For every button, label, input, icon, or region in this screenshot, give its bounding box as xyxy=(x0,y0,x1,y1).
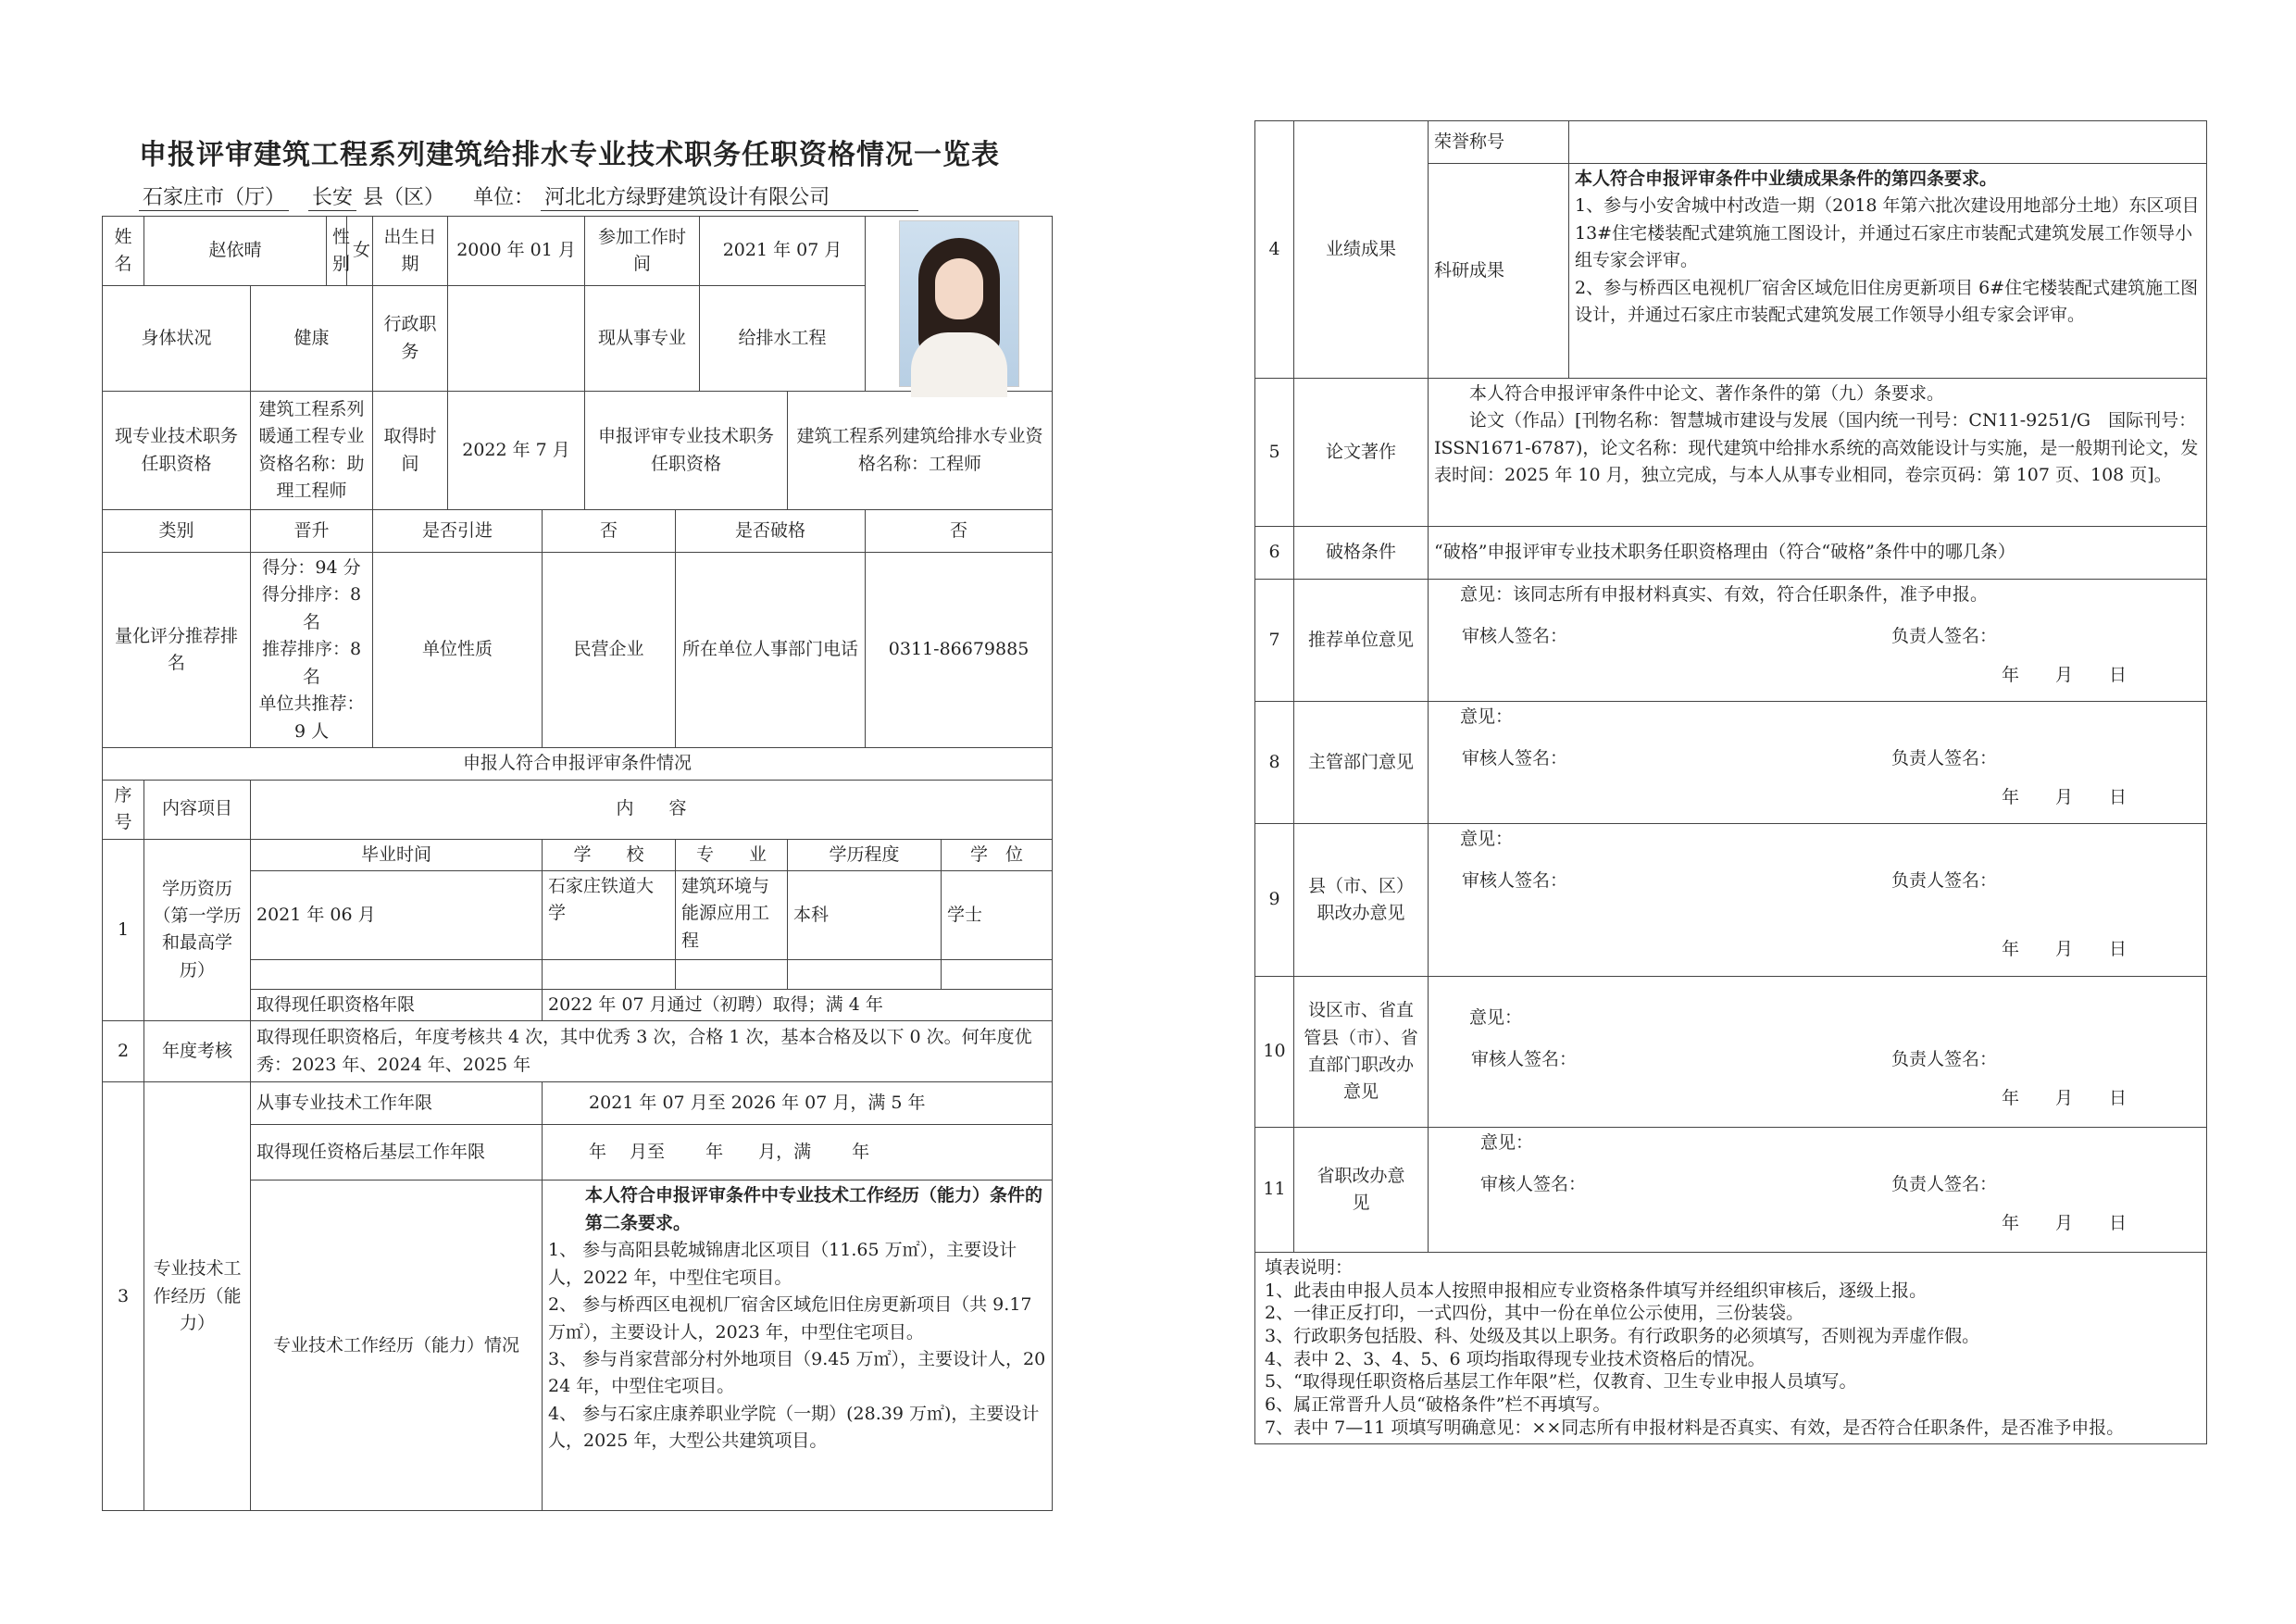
apply-value: 建筑工程系列建筑给排水专业资格名称：工程师 xyxy=(788,392,1053,510)
break-value: 否 xyxy=(866,510,1053,553)
health-value: 健康 xyxy=(251,286,373,392)
fill-instructions xyxy=(1255,1253,2207,1444)
r7-content xyxy=(1429,580,2207,702)
edu-h-level: 学历程度 xyxy=(788,839,942,870)
unit-name: 河北北方绿野建筑设计有限公司 xyxy=(541,181,918,211)
r10-date: 年 月 日 xyxy=(2001,1087,2136,1108)
r7-opinion: 意见：该同志所有申报材料真实、有效，符合任职条件，准予申报。 xyxy=(1460,584,1989,605)
r10-reviewer: 审核人签名： xyxy=(1471,1049,1578,1070)
r11-date: 年 月 日 xyxy=(2001,1212,2136,1233)
applicant-photo xyxy=(899,220,1019,387)
r6-no: 6 xyxy=(1255,527,1294,580)
edu-time: 2021 年 06 月 xyxy=(251,870,543,959)
r4-head: 本人符合申报评审条件中业绩成果条件的第四条要求。 xyxy=(1575,169,1998,189)
type-value: 晋升 xyxy=(251,510,373,553)
r4-p2: 2、参与桥西区电视机厂宿舍区域危旧住房更新项目 6#住宅楼装配式建筑施工图设计，并通过石家庄市装配式建筑发展工作领导小组专家会评审。 xyxy=(1575,277,2199,326)
exp-no: 3 xyxy=(103,1082,144,1511)
edu-major: 建筑环境与能源应用工程 xyxy=(676,870,788,959)
exp-detail-head: 本人符合申报评审条件中专业技术工作经历（能力）条件的第二条要求。 xyxy=(585,1185,1043,1233)
note-6: 6、属正常晋升人员“破格条件”栏不再填写。 xyxy=(1265,1394,1611,1416)
exp-item: 专业技术工作经历（能力） xyxy=(144,1082,251,1511)
r8-reviewer: 审核人签名： xyxy=(1462,748,1568,769)
curq-label: 现专业技术职务任职资格 xyxy=(103,392,251,510)
note-3: 3、行政职务包括股、科、处级及其以上职务。有行政职务的必须填写，否则视为弄虚作假。 xyxy=(1265,1326,1980,1347)
edu-level: 本科 xyxy=(788,870,942,959)
county: 长安 xyxy=(308,181,356,211)
col-item: 内容项目 xyxy=(144,780,251,839)
r6-text: “破格”申报评审专业技术职务任职资格理由（符合“破格”条件中的哪几条） xyxy=(1429,527,2207,580)
r5-content xyxy=(1429,379,2207,527)
name-value: 赵依晴 xyxy=(144,217,327,286)
edu-h-school: 学 校 xyxy=(543,839,676,870)
r9-no: 9 xyxy=(1255,824,1294,977)
col-no: 序号 xyxy=(103,780,144,839)
edu-h-time: 毕业时间 xyxy=(251,839,543,870)
r5-item: 论文著作 xyxy=(1294,379,1429,527)
r9-content xyxy=(1429,824,2207,977)
r10-opinion: 意见： xyxy=(1469,1007,1523,1028)
work-label: 参加工作时间 xyxy=(585,217,700,286)
left-table xyxy=(102,216,1053,1511)
recommend-rank: 推荐排序：8 名 xyxy=(261,639,362,687)
phone-label: 所在单位人事部门电话 xyxy=(676,553,866,748)
r7-date: 年 月 日 xyxy=(2001,664,2136,685)
r7-item: 推荐单位意见 xyxy=(1294,580,1429,702)
col-content: 内 容 xyxy=(251,780,1053,839)
nature-label: 单位性质 xyxy=(373,553,543,748)
r4-content xyxy=(1569,164,2207,379)
edu-school: 石家庄铁道大学 xyxy=(543,870,676,959)
r7-reviewer: 审核人签名： xyxy=(1462,626,1568,647)
r8-opinion: 意见： xyxy=(1460,706,1514,727)
note-1: 1、此表由申报人员本人按照申报相应专业资格条件填写并经组织审核后，逐级上报。 xyxy=(1265,1280,1928,1301)
edu-item: 学历资历（第一学历和最高学历） xyxy=(144,839,251,1021)
r11-opinion: 意见： xyxy=(1480,1132,1534,1153)
r11-no: 11 xyxy=(1255,1128,1294,1253)
gettime-value: 2022 年 7 月 xyxy=(448,392,585,510)
r5-no: 5 xyxy=(1255,379,1294,527)
r4-no: 4 xyxy=(1255,121,1294,379)
admin-label: 行政职务 xyxy=(373,286,448,392)
r4-item: 业绩成果 xyxy=(1294,121,1429,379)
health-label: 身体状况 xyxy=(103,286,251,392)
r4-p1: 1、参与小安舍城中村改造一期（2018 年第六批次建设用地部分土地）东区项目 13#住宅楼装配式建筑施工图设计，并通过石家庄市装配式建筑发展工作领导小组专家会评审。 xyxy=(1575,195,2200,271)
r11-leader: 负责人签名： xyxy=(1890,1174,1997,1195)
r5-p2: 论文（作品）[刊物名称：智慧城市建设与发展（国内统一刊号：CN11-9251/G 国际刊号：ISSN1671-6787)，论文名称：现代建筑中给排水系统的高效能设计与实施，是一般期刊论文，发表时间：2025 年 10 月，独立完成，与本人从事专业相同，卷宗页码：第 107 页、108 页]。 xyxy=(1434,410,2199,486)
annual-no: 2 xyxy=(103,1021,144,1082)
gender-label: 性别 xyxy=(327,217,347,286)
city: 石家庄市（厅） xyxy=(139,181,289,211)
break-label: 是否破格 xyxy=(676,510,866,553)
header-line xyxy=(139,181,918,211)
unit-label: 单位： xyxy=(473,186,535,209)
apply-label: 申报评审专业技术职务任职资格 xyxy=(585,392,788,510)
edu-degree: 学士 xyxy=(942,870,1053,959)
score-value xyxy=(251,553,373,748)
note-5: 5、“取得现任职资格后基层工作年限”栏，仅教育、卫生专业申报人员填写。 xyxy=(1265,1371,1857,1393)
edu-no: 1 xyxy=(103,839,144,1021)
r10-content xyxy=(1429,977,2207,1128)
r11-content xyxy=(1429,1128,2207,1253)
score-total: 得分：94 分 xyxy=(262,557,361,578)
honor-value xyxy=(1569,121,2207,164)
r6-item: 破格条件 xyxy=(1294,527,1429,580)
exp-years: 2021 年 07 月至 2026 年 07 月，满 5 年 xyxy=(543,1082,1053,1125)
r7-no: 7 xyxy=(1255,580,1294,702)
photo-cell xyxy=(866,217,1053,392)
annual-item: 年度考核 xyxy=(144,1021,251,1082)
honor-label: 荣誉称号 xyxy=(1429,121,1569,164)
r11-reviewer: 审核人签名： xyxy=(1480,1174,1587,1195)
annual-text: 取得现任职资格后，年度考核共 4 次，其中优秀 3 次，合格 1 次，基本合格及以下 0 次。何年度优秀：2023 年、2024 年、2025 年 xyxy=(251,1021,1053,1082)
major-label: 现从事专业 xyxy=(585,286,700,392)
phone-value: 0311-86679885 xyxy=(866,553,1053,748)
r10-no: 10 xyxy=(1255,977,1294,1128)
right-table xyxy=(1254,120,2207,1444)
form-title: 申报评审建筑工程系列建筑给排水专业技术职务任职资格情况一览表 xyxy=(139,139,1000,171)
curq-value: 建筑工程系列暖通工程专业资格名称：助理工程师 xyxy=(251,392,373,510)
birth-label: 出生日期 xyxy=(373,217,448,286)
edu-h-degree: 学 位 xyxy=(942,839,1053,870)
r8-date: 年 月 日 xyxy=(2001,786,2136,807)
edu-years-label: 取得现任职资格年限 xyxy=(251,989,543,1020)
r11-item: 省职改办意 见 xyxy=(1294,1128,1429,1253)
note-0: 填表说明： xyxy=(1265,1257,1354,1278)
note-2: 2、一律正反打印，一式四份，其中一份在单位公示使用，三份装袋。 xyxy=(1265,1303,1804,1324)
work-value: 2021 年 07 月 xyxy=(700,217,866,286)
intro-value: 否 xyxy=(543,510,676,553)
nature-value: 民营企业 xyxy=(543,553,676,748)
exp-detail xyxy=(543,1181,1053,1511)
type-label: 类别 xyxy=(103,510,251,553)
exp-detail-label: 专业技术工作经历（能力）情况 xyxy=(251,1181,543,1511)
r8-content xyxy=(1429,702,2207,824)
edu-h-major: 专 业 xyxy=(676,839,788,870)
r7-leader: 负责人签名： xyxy=(1890,626,1997,647)
intro-label: 是否引进 xyxy=(373,510,543,553)
edu-years: 2022 年 07 月通过（初聘）取得；满 4 年 xyxy=(543,989,1053,1020)
r4-sub: 科研成果 xyxy=(1429,164,1569,379)
r9-reviewer: 审核人签名： xyxy=(1462,870,1568,892)
gettime-label: 取得时间 xyxy=(373,392,448,510)
r8-leader: 负责人签名： xyxy=(1890,748,1997,769)
r10-leader: 负责人签名： xyxy=(1890,1049,1997,1070)
note-4: 4、表中 2、3、4、5、6 项均指取得现专业技术资格后的情况。 xyxy=(1265,1348,1766,1369)
note-7: 7、表中 7—11 项填写明确意见：××同志所有申报材料是否真实、有效，是否符合任职条件，是否准予申报。 xyxy=(1265,1417,2125,1438)
exp-item-2: 2、 参与桥西区电视机厂宿舍区域危旧住房更新项目（共 9.17 万㎡），主要设计人，2023 年，中型住宅项目。 xyxy=(548,1294,1032,1343)
exp-item-1: 1、 参与高阳县乾城锦唐北区项目（11.65 万㎡），主要设计人，2022 年，中型住宅项目。 xyxy=(548,1240,1017,1288)
score-label: 量化评分推荐排名 xyxy=(103,553,251,748)
exp-base: 年 月至 年 月，满 年 xyxy=(543,1125,1053,1181)
major-value: 给排水工程 xyxy=(700,286,866,392)
county-suffix: 县（区） xyxy=(363,186,445,209)
score-rank: 得分排序：8 名 xyxy=(261,584,362,632)
exp-item-3: 3、 参与肖家营部分村外地项目（9.45 万㎡），主要设计人，2024 年，中型住宅项目。 xyxy=(548,1349,1046,1397)
r9-date: 年 月 日 xyxy=(2001,938,2136,959)
r5-p1: 本人符合申报评审条件中论文、著作条件的第（九）条要求。 xyxy=(1469,383,1945,404)
birth-value: 2000 年 01 月 xyxy=(448,217,585,286)
r9-leader: 负责人签名： xyxy=(1890,870,1997,892)
r9-item: 县（市、区）职改办意见 xyxy=(1294,824,1429,977)
gender-value: 女 xyxy=(347,217,373,286)
r8-item: 主管部门意见 xyxy=(1294,702,1429,824)
exp-item-4: 4、 参与石家庄康养职业学院（一期）(28.39 万㎡)，主要设计人，2025 年，大型公共建筑项目。 xyxy=(548,1403,1040,1452)
r9-opinion: 意见： xyxy=(1460,829,1514,849)
exp-years-label: 从事专业技术工作年限 xyxy=(251,1082,543,1125)
admin-value xyxy=(448,286,585,392)
r10-item: 设区市、省直管县（市）、省直部门职改办意见 xyxy=(1294,977,1429,1128)
exp-base-label: 取得现任资格后基层工作年限 xyxy=(251,1125,543,1181)
section-title: 申报人符合申报评审条件情况 xyxy=(103,748,1053,780)
name-label: 姓名 xyxy=(103,217,144,286)
r8-no: 8 xyxy=(1255,702,1294,824)
recommend-count: 单位共推荐：9 人 xyxy=(258,693,365,742)
